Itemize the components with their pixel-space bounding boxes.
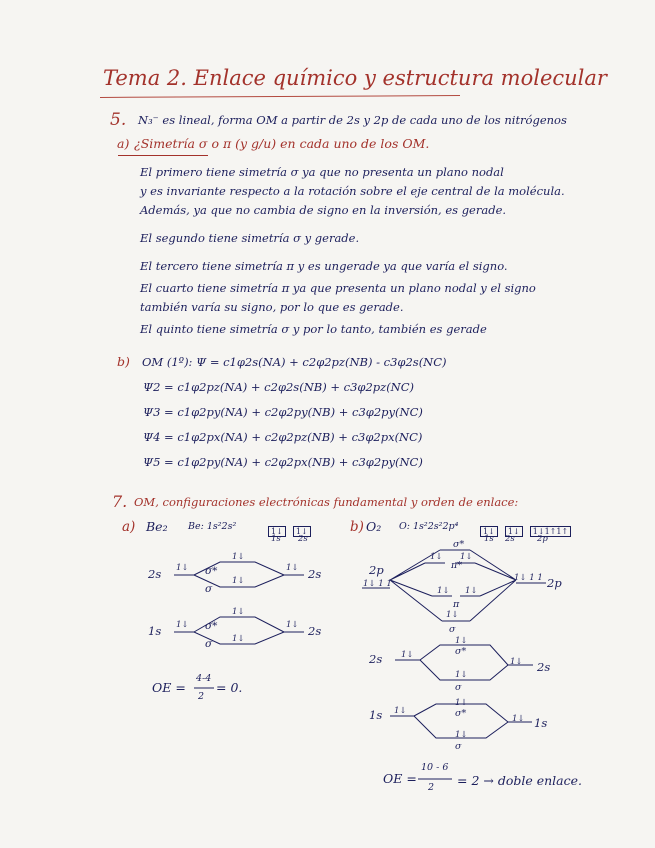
o2-link-lower-2s [420, 660, 508, 680]
q5-psi-5: Ψ5 = c1φ2py(NA) + c2φ2px(NB) + c3φ2py(NC) [143, 455, 423, 469]
o2-right-2p-spins: 1↓ 1 1 [514, 573, 543, 583]
q5-line-4: El segundo tiene simetría σ y gerade. [140, 231, 360, 245]
o2-spin-r2s: 1↓ [510, 657, 523, 667]
o2-link-upper-2s [420, 645, 508, 665]
q7-b-box-1s: 1↓ [480, 526, 498, 537]
be2-sigma-2s: σ [205, 583, 213, 595]
q7-a-box-label-1s: 1s [271, 534, 281, 544]
q5-line-3: Además, ya que no cambia de signo en la inversión, es gerade. [140, 203, 507, 217]
o2-sigma-2p: σ [449, 624, 456, 635]
o2-sigstar1s-spin: 1↓ [455, 698, 468, 708]
o2-left-2p-label: 2p [369, 563, 384, 577]
q5-statement: N₃⁻ es lineal, forma OM a partir de 2s y 2p de cada uno de los nitrógenos [138, 113, 567, 127]
page-title: Tema 2. Enlace químico y estructura molecular [103, 66, 607, 90]
o2-spin-r1s: 1↓ [512, 714, 525, 724]
o2-right-1s-label: 1s [534, 716, 548, 730]
q7-b-box-label-2s: 2s [505, 534, 515, 544]
be2-link-upper-2s [194, 562, 284, 575]
be2-spin-l1s: 1↓ [176, 620, 189, 630]
o2-oe-lhs: OE = [383, 771, 417, 786]
o2-sigma-2s: σ [455, 682, 462, 693]
o2-sig1s-spin: 1↓ [455, 730, 468, 740]
be2-link-lower-2s [194, 575, 284, 587]
q5-line-6: El cuarto tiene simetría π ya que presenta un plano nodal y el signo [140, 281, 536, 295]
o2-sigma2p-spin: 1↓ [446, 610, 459, 620]
o2-left-1s-label: 1s [369, 708, 383, 722]
o2-pi-spin-1: 1↓ [437, 586, 450, 596]
be2-left-1s-label: 1s [148, 624, 162, 638]
q7-b-label: b) [350, 519, 364, 535]
be2-spin-l2s: 1↓ [176, 563, 189, 573]
be2-spin-r1s: 1↓ [286, 620, 299, 630]
o2-link-upper-1s [414, 704, 508, 722]
o2-sigma-star-1s: σ* [455, 708, 467, 719]
q5-line-7: también varía su signo, por lo que es gerade. [140, 300, 404, 314]
q5-line-8: El quinto tiene simetría σ y por lo tanto, también es gerade [140, 322, 487, 336]
q5-part-a-label: a) [117, 136, 130, 151]
be2-spin-sig2: 1↓ [232, 576, 245, 586]
be2-sigma-1s: σ [205, 638, 213, 650]
q5-psi-4: Ψ4 = c1φ2px(NA) + c2φ2pz(NB) + c3φ2px(NC) [143, 430, 423, 444]
q7-a-config: Be: 1s²2s² [188, 521, 237, 532]
o2-oe-rhs: = 2 → doble enlace. [457, 773, 582, 788]
o2-oe-den: 2 [428, 782, 435, 793]
q5-line-1: El primero tiene simetría σ ya que no presenta un plano nodal [140, 165, 504, 179]
be2-right-1s-label: 2s [308, 624, 322, 638]
o2-pistar-spin-2: 1↓ [460, 552, 473, 562]
q7-b-box-label-1s: 1s [484, 534, 494, 544]
be2-left-2s-label: 2s [148, 567, 162, 581]
be2-sigma-star-1s: σ* [205, 620, 218, 632]
be2-link-lower-1s [194, 632, 284, 644]
o2-sig2s-spin: 1↓ [455, 670, 468, 680]
o2-pi-star: π* [451, 560, 462, 571]
o2-spin-l2s: 1↓ [401, 650, 414, 660]
o2-links-right-2p [470, 550, 516, 621]
be2-spin-sigstar2: 1↓ [232, 552, 245, 562]
q7-a-box-2s: 1↓ [293, 526, 311, 537]
q5-line-5: El tercero tiene simetría π y es ungerade ya que varía el signo. [140, 259, 508, 273]
o2-oe-num: 10 - 6 [421, 762, 449, 773]
q7-b-box-2p: 1↓1↑1↑ [530, 526, 571, 537]
be2-sigma-star-2s: σ* [205, 565, 218, 577]
q7-a-molecule: Be₂ [146, 519, 168, 534]
be2-oe-rhs: = 0. [216, 680, 243, 695]
o2-sigma-star-2p: σ* [453, 539, 465, 550]
o2-sigma-1s: σ [455, 741, 462, 752]
q7-b-box-2s: 1↓ [505, 526, 523, 537]
o2-link-lower-1s [414, 716, 508, 738]
q7-b-config: O: 1s²2s²2p⁴ [399, 521, 459, 532]
q5-number: 5. [110, 110, 127, 130]
be2-spin-r2s: 1↓ [286, 563, 299, 573]
q7-a-box-label-2s: 2s [298, 534, 308, 544]
o2-pi: π [453, 599, 460, 610]
q5-line-2: y es invariante respecto a la rotación sobre el eje central de la molécula. [140, 184, 565, 198]
o2-left-2p-spins: 1↓ 1 1 [363, 579, 392, 589]
be2-right-2s-label: 2s [308, 567, 322, 581]
q7-a-box-1s: 1↓ [268, 526, 286, 537]
q5-part-a-text: ¿Simetría σ o π (y g/u) en cada uno de los OM. [134, 136, 430, 151]
q7-statement: OM, configuraciones electrónicas fundamental y orden de enlace: [134, 495, 519, 509]
q5-psi-2: Ψ2 = c1φ2pz(NA) + c2φ2s(NB) + c3φ2pz(NC) [143, 380, 415, 394]
o2-right-2s-label: 2s [537, 660, 551, 674]
q7-b-box-label-2p: 2p [537, 534, 548, 544]
q7-a-label: a) [122, 519, 136, 535]
q5-part-b-label: b) [117, 354, 130, 369]
o2-pi-spin-2: 1↓ [465, 586, 478, 596]
be2-oe-den: 2 [198, 691, 205, 702]
o2-links-left-2p [390, 550, 442, 621]
q5-psi-3: Ψ3 = c1φ2py(NA) + c2φ2py(NB) + c3φ2py(NC) [143, 405, 423, 419]
o2-right-2p-label: 2p [547, 576, 562, 590]
q7-b-molecule: O₂ [366, 519, 382, 534]
o2-spin-l1s: 1↓ [394, 706, 407, 716]
be2-spin-sigstar1: 1↓ [232, 607, 245, 617]
q7-number: 7. [112, 492, 128, 511]
o2-sigma-star-2s: σ* [455, 646, 467, 657]
o2-pistar-spin-1: 1↓ [430, 552, 443, 562]
o2-left-2s-label: 2s [369, 652, 383, 666]
o2-sigstar2s-spin: 1↓ [455, 636, 468, 646]
q5-psi-1: OM (1º): Ψ = c1φ2s(NA) + c2φ2pz(NB) - c3φ2s(NC) [142, 355, 447, 369]
be2-spin-sig1: 1↓ [232, 634, 245, 644]
be2-oe-num: 4-4 [196, 673, 212, 684]
be2-link-upper-1s [194, 617, 284, 632]
be2-oe-lhs: OE = [152, 680, 186, 695]
